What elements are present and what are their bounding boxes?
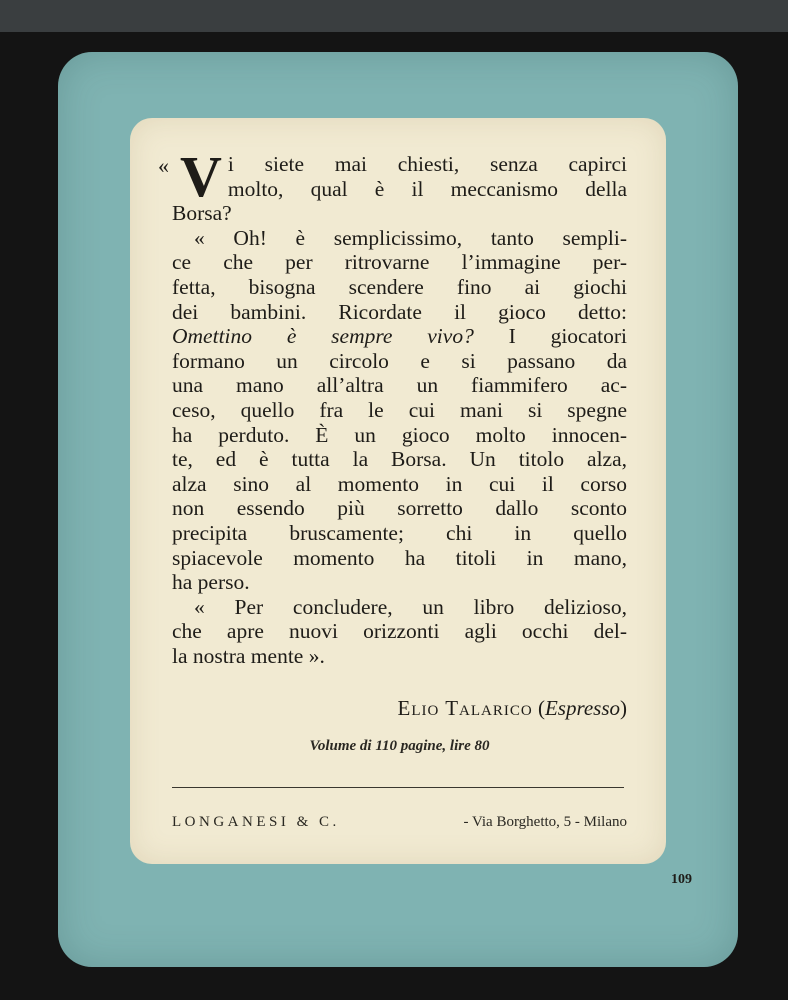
quote-paragraph-1 <box>158 144 627 226</box>
scan-background-bar <box>0 0 788 32</box>
quote-paragraph-3 <box>172 595 627 669</box>
author-name: Elio Talarico <box>397 696 533 720</box>
quote-paragraph-2 <box>172 226 627 595</box>
text-line: formano un circolo e si passano da <box>172 348 627 373</box>
text-line: molto, qual è il meccanismo della <box>227 176 627 201</box>
italic-title: Omettino è sempre vivo? <box>172 324 474 349</box>
text-line: ce che per ritrovarne l’immagine per- <box>172 250 627 275</box>
text-line: « Oh! è semplicissimo, tanto sempli- <box>194 225 627 250</box>
author-source: Espresso <box>544 696 620 720</box>
text-line: alza sino al momento in cui il corso <box>172 471 627 496</box>
publisher-address: - Via Borghetto, 5 - Milano <box>463 814 627 830</box>
publisher-footer <box>172 814 627 831</box>
text-line: ha perso. <box>172 570 250 595</box>
text-line: dei bambini. Ricordate il gioco detto: <box>172 299 627 324</box>
volume-note: Volume di 110 pagine, lire 80 <box>309 738 490 754</box>
review-quote <box>158 144 628 668</box>
text-line: Borsa? <box>172 201 232 226</box>
publisher-name: LONGANESI & C. <box>172 814 340 830</box>
opening-quote-mark: « <box>158 153 169 178</box>
text-line: spiacevole momento ha titoli in mano, <box>172 545 627 570</box>
author-attribution: Elio Talarico (Espresso) <box>397 696 627 720</box>
divider <box>172 787 624 788</box>
drop-cap: V <box>180 144 222 209</box>
page-number: 109 <box>671 872 692 887</box>
text-line: te, ed è tutta la Borsa. Un titolo alza, <box>172 447 627 472</box>
text-line: precipita bruscamente; chi in quello <box>172 520 627 545</box>
text-line: fetta, bisogna scendere fino ai giochi <box>172 274 627 299</box>
text-line: una mano all’altra un fiammifero ac- <box>172 373 627 398</box>
text-line: la nostra mente ». <box>172 643 325 668</box>
text-line: che apre nuovi orizzonti agli occhi del- <box>172 619 627 644</box>
text-line: ceso, quello fra le cui mani si spegne <box>172 397 627 422</box>
text-line: i siete mai chiesti, senza capirci <box>227 152 627 176</box>
text-line: ha perduto. È un gioco molto innocen- <box>172 422 627 447</box>
text-fragment: I giocatori <box>473 324 628 349</box>
text-line: non essendo più sorretto dallo sconto <box>172 496 627 521</box>
text-line: « Per concludere, un libro delizioso, <box>194 594 627 619</box>
text-line-with-italic <box>172 324 627 349</box>
